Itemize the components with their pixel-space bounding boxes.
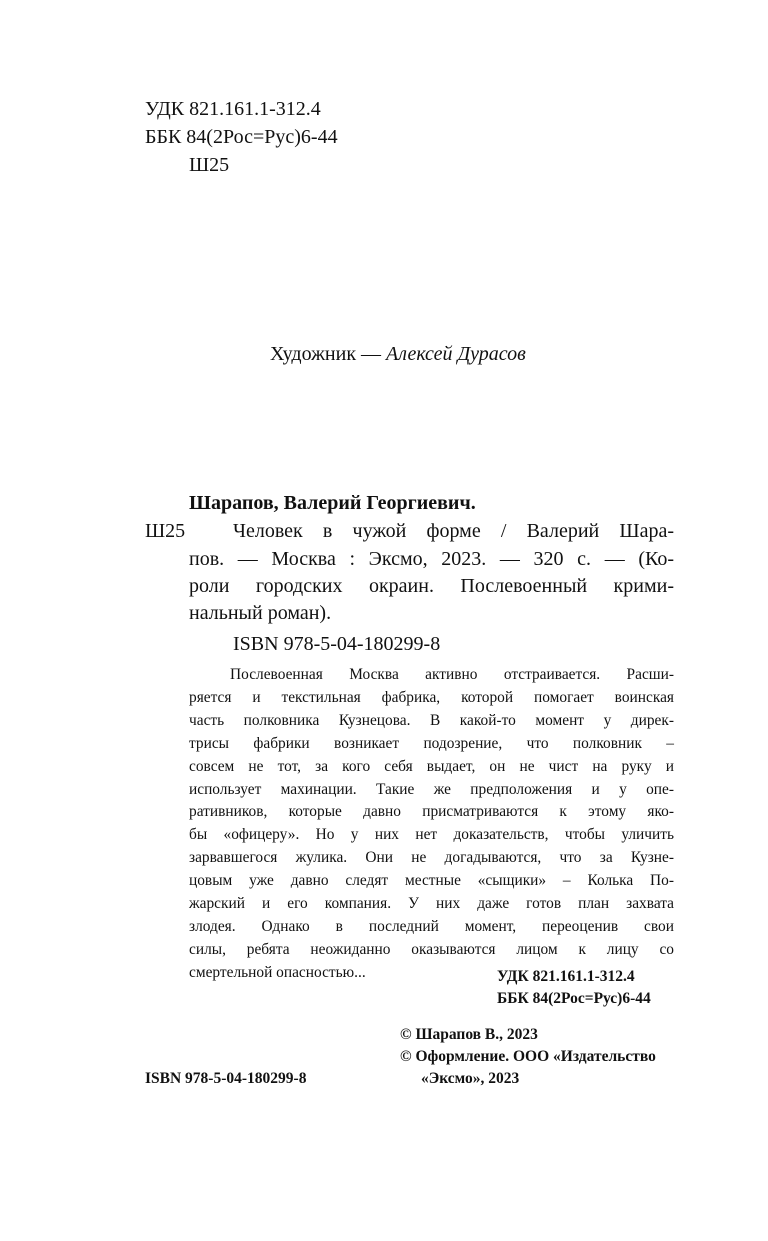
annotation-line: силы, ребята неожиданно оказываются лицом к лицу со [189,940,674,958]
illustrator-credit [270,341,526,368]
copyright-design-cont: «Эксмо», 2023 [421,1070,520,1087]
annotation [189,664,674,985]
author-mark: Ш25 [189,154,230,176]
illustrator-label: Художник — [270,343,387,365]
copyright-author: © Шарапов В., 2023 [400,1026,538,1043]
illustrator-name: Алексей Дурасов [386,343,526,365]
annotation-line: смертельной опасностью... [189,963,366,981]
annotation-line: цовым уже давно следят местные «сыщики» – Колька По- [189,872,674,890]
footer-udk-code: УДК 821.161.1-312.4 [497,968,635,985]
bibliography-line: роли городских окраин. Послевоенный крими- [189,575,674,597]
annotation-line: совсем не тот, за кого себя выдает, он не чист на руку и [189,757,674,775]
bibliography-isbn: ISBN 978-5-04-180299-8 [233,633,441,655]
bibliography-line: нальный роман). [189,602,332,624]
annotation-line: жарский и его компания. У них даже готов план захвата [189,895,674,913]
udk-code: УДК 821.161.1-312.4 [145,98,321,120]
copyright-design: © Оформление. ООО «Издательство [400,1048,656,1065]
bbk-code: ББК 84(2Рос=Рус)6-44 [145,126,338,148]
bibliography-heading: Шарапов, Валерий Георгиевич. [189,492,476,514]
annotation-line: ряется и текстильная фабрика, которой помогает воинская [189,688,674,706]
annotation-line: Послевоенная Москва активно отстраивается. Расши- [230,666,674,683]
bibliography-line: пов. — Москва : Эксмо, 2023. — 320 с. — (Ко- [189,548,674,570]
annotation-line: злодея. Однако в последний момент, переоценив свои [189,917,674,935]
footer-isbn: ISBN 978-5-04-180299-8 [145,1070,307,1087]
bibliography-line: Человек в чужой форме / Валерий Шара- [233,520,674,542]
annotation-line: зарвавшегося жулика. Они не догадываются, что за Кузне- [189,849,674,867]
annotation-line: бы «офицеру». Но у них нет доказательств, чтобы уличить [189,826,674,844]
annotation-line: использует махинации. Такие же предположения и у опе- [189,780,674,798]
footer-bbk-code: ББК 84(2Рос=Рус)6-44 [497,990,651,1007]
bibliography-author-mark: Ш25 [145,520,186,542]
annotation-line: ративников, которые давно присматриваются к этому яко- [189,803,674,821]
annotation-line: часть полковника Кузнецова. В какой-то момент у дирек- [189,711,674,729]
annotation-line: трисы фабрики возникает подозрение, что полковник – [189,734,674,752]
